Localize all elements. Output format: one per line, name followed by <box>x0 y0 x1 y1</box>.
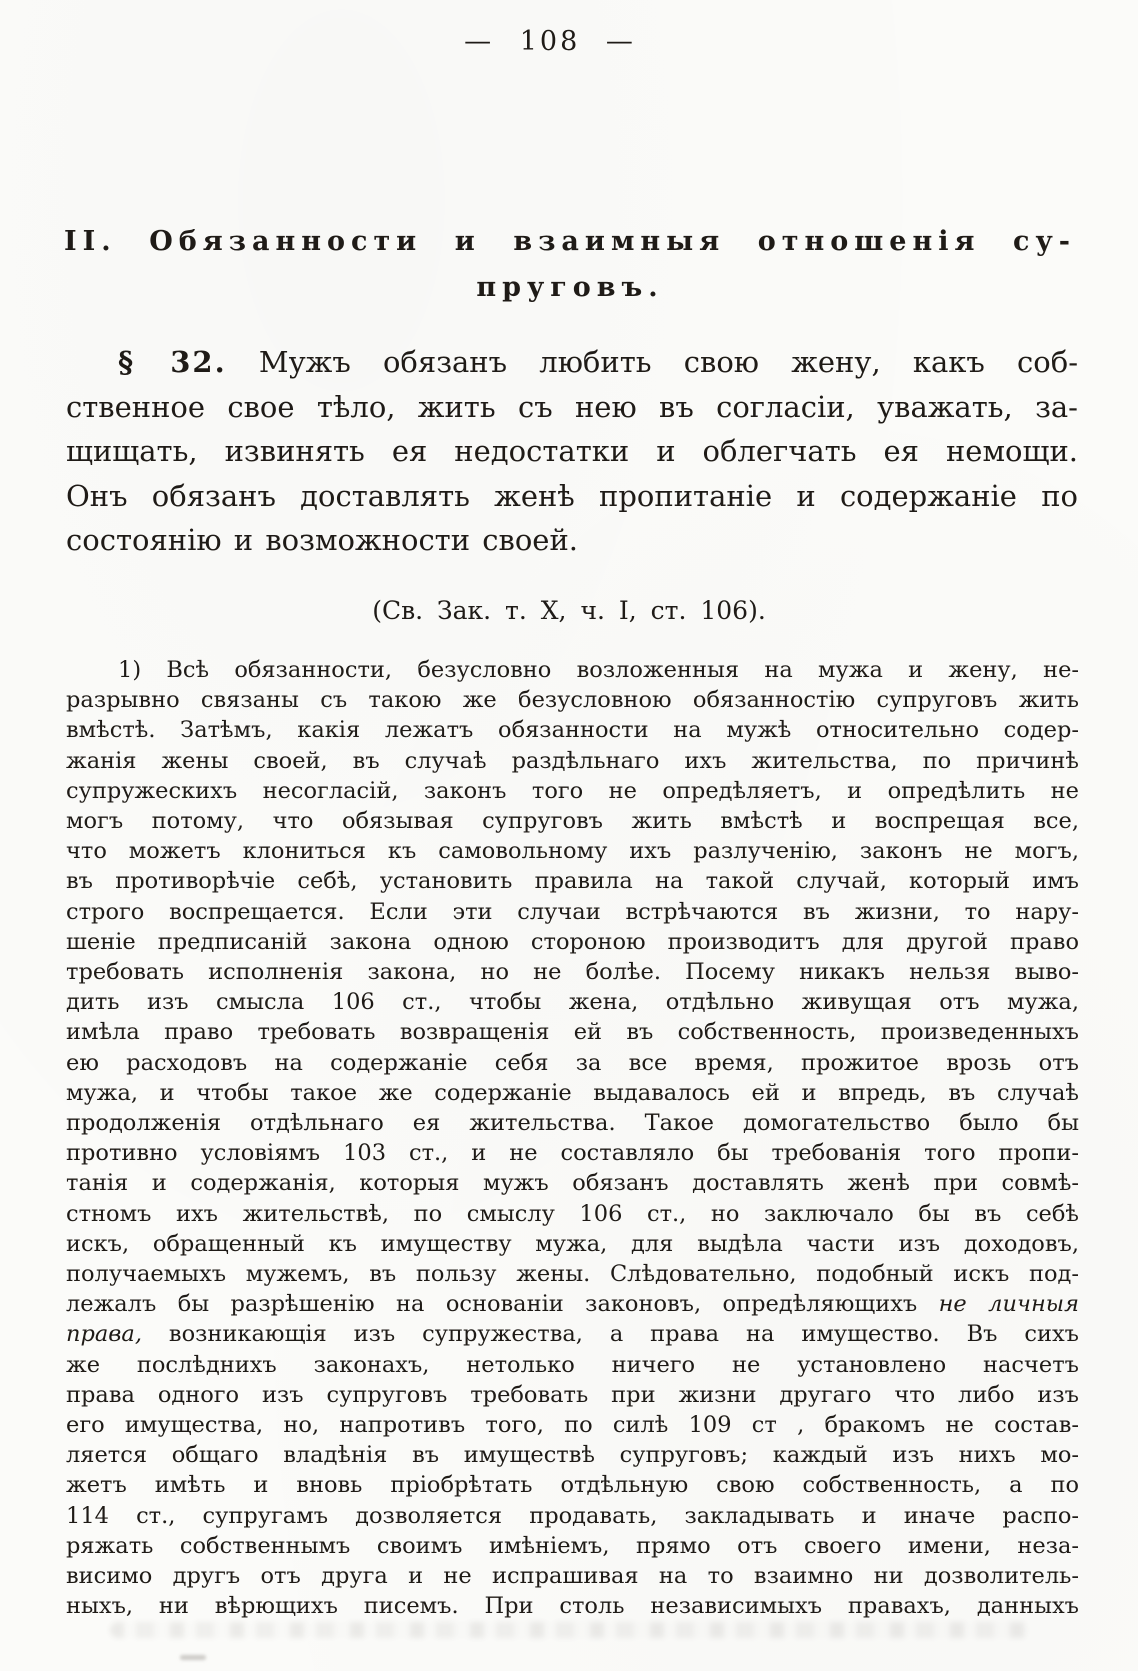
text-run: висимо другъ отъ друга и не испрашивая на то взаимно ни дозволитель- <box>66 1563 1079 1590</box>
commentary-paragraph <box>66 655 1079 1622</box>
text-line <box>66 746 1079 776</box>
text-run: ныхъ, ни вѣрющихъ писемъ. При столь независимыхъ правахъ, данныхъ <box>66 1593 1079 1620</box>
text-run: Мужъ обязанъ любить свою жену, какъ соб- <box>226 345 1079 379</box>
text-line <box>66 474 1078 519</box>
text-run: лежалъ бы разрѣшенію на основаніи законовъ, опредѣляющихъ <box>66 1291 939 1318</box>
text-line <box>66 518 1078 563</box>
text-run: состоянію и возможности своей. <box>66 523 579 557</box>
text-run: имѣла право требовать возвращенія ей въ собственность, произведенныхъ <box>66 1019 1079 1046</box>
text-line <box>66 340 1078 385</box>
text-run: получаемыхъ мужемъ, въ пользу жены. Слѣдовательно, подобный искъ под- <box>66 1261 1079 1288</box>
text-run: щищать, извинять ея недостатки и облегчать ея немощи. <box>66 434 1078 468</box>
text-line <box>66 836 1079 866</box>
text-line <box>66 776 1079 806</box>
text-line <box>66 1078 1079 1108</box>
italic-text-run: не личныя <box>938 1291 1079 1318</box>
text-line <box>66 1561 1079 1591</box>
text-line <box>66 1380 1079 1410</box>
text-run: ряжать собственнымъ своимъ имѣніемъ, прямо отъ своего имени, неза- <box>66 1532 1079 1559</box>
text-line <box>66 957 1079 987</box>
text-run: могъ потому, что обязывая супруговъ жить вмѣстѣ и воспрещая все, <box>66 808 1079 835</box>
page-number: — 108 — <box>464 26 636 57</box>
text-line <box>66 866 1079 896</box>
text-run: стномъ ихъ жительствѣ, по смыслу 106 ст., но заключало бы въ себѣ <box>66 1200 1079 1227</box>
text-run: 1) Всѣ обязанности, безусловно возложенныя на мужа и жену, не- <box>118 657 1079 683</box>
text-run: супружескихъ несогласій, законъ того не опредѣляетъ, и опредѣлить не <box>66 777 1079 804</box>
text-line <box>66 1199 1079 1229</box>
text-run: въ противорѣчіе себѣ, установить правила на такой случай, который имъ <box>66 868 1079 895</box>
text-run: его имущества, но, напротивъ того, по силѣ 109 ст , бракомъ не состав- <box>66 1412 1079 1439</box>
text-line <box>66 429 1078 474</box>
text-line <box>66 1229 1079 1259</box>
text-line <box>66 1289 1079 1319</box>
text-run: противно условіямъ 103 ст., и не составляло бы требованія того пропи- <box>66 1140 1079 1167</box>
text-run: шеніе предписаній закона одною стороною производитъ для другой право <box>66 928 1079 955</box>
text-line <box>66 1591 1079 1621</box>
text-run: возникающія изъ супружества, а права на имущество. Въ сихъ <box>141 1321 1079 1348</box>
text-line <box>66 897 1079 927</box>
text-run: жанія жены своей, въ случаѣ раздѣльнаго ихъ жительства, по причинѣ <box>66 747 1079 774</box>
text-run: же послѣднихъ законахъ, нетолько ничего не установлено насчетъ <box>66 1351 1079 1378</box>
text-run: права одного изъ супруговъ требовать при жизни другаго что либо изъ <box>66 1381 1079 1408</box>
text-run: вмѣстѣ. Затѣмъ, какія лежатъ обязанности на мужѣ относительно содер- <box>66 717 1079 744</box>
text-line <box>66 927 1079 957</box>
text-run: продолженія отдѣльнаго ея жительства. Такое домогательство было бы <box>66 1110 1079 1137</box>
text-line <box>66 1259 1079 1289</box>
text-line <box>66 1501 1079 1531</box>
text-line <box>66 1108 1079 1138</box>
text-run: Онъ обязанъ доставлять женѣ пропитаніе и содержаніе по <box>66 478 1078 513</box>
text-run: разрывно связаны съ такою же безусловною обязанностію супруговъ жить <box>66 687 1079 714</box>
text-line <box>66 1350 1079 1380</box>
text-run: что можетъ клониться къ самовольному ихъ разлученію, законъ не могъ, <box>66 838 1079 865</box>
text-run: ею расходовъ на содержаніе себя за все время, прожитое врозь отъ <box>66 1049 1079 1076</box>
section-heading <box>64 219 1076 311</box>
text-run: II. Обязанности и взаимныя отношенія су- <box>64 226 1076 257</box>
text-line <box>66 1319 1079 1349</box>
bleed-through-artifact <box>110 1622 1030 1638</box>
text-line <box>66 385 1078 430</box>
text-run: пруговъ. <box>476 272 664 303</box>
text-line <box>66 685 1079 715</box>
text-line <box>66 1138 1079 1168</box>
italic-text-run: права, <box>66 1321 142 1348</box>
text-run: 114 ст., супругамъ дозволяется продавать, закладывать и иначе распо- <box>66 1502 1079 1529</box>
text-run: ственное свое тѣло, жить съ нею въ согласіи, уважать, за- <box>66 389 1078 424</box>
text-run: мужа, и чтобы такое же содержаніе выдавалось ей и впредь, въ случаѣ <box>66 1079 1079 1106</box>
text-line <box>66 655 1079 685</box>
bold-text-run: § 32. <box>118 345 227 379</box>
text-run: жетъ имѣть и вновь пріобрѣтать отдѣльную свою собственность, а по <box>66 1472 1079 1499</box>
text-line <box>66 1470 1079 1500</box>
text-run: танія и содержанія, которыя мужъ обязанъ доставлять женѣ при совмѣ- <box>66 1170 1079 1197</box>
text-run: требовать исполненія закона, но не болѣе. Посему никакъ нельзя выво- <box>66 959 1079 986</box>
text-run: дить изъ смысла 106 ст., чтобы жена, отдѣльно живущая отъ мужа, <box>66 989 1079 1016</box>
scan-speck-artifact <box>180 1655 206 1660</box>
text-line <box>66 1410 1079 1440</box>
text-run: искъ, обращенный къ имуществу мужа, для выдѣла части изъ доходовъ, <box>66 1230 1079 1257</box>
text-run: строго воспрещается. Если эти случаи встрѣчаются въ жизни, то нару- <box>66 898 1079 925</box>
statute-paragraph <box>66 340 1078 563</box>
text-line <box>66 1048 1079 1078</box>
citation-line: (Св. Зак. т. X, ч. I, ст. 106). <box>372 596 766 625</box>
text-line <box>66 715 1079 745</box>
text-line <box>66 987 1079 1017</box>
text-line <box>66 1168 1079 1198</box>
text-line <box>66 806 1079 836</box>
text-line <box>64 219 1076 265</box>
text-line <box>64 265 1076 311</box>
text-line <box>66 1017 1079 1047</box>
text-line <box>66 1531 1079 1561</box>
text-line <box>66 1440 1079 1470</box>
text-run: ляется общаго владѣнія въ имуществѣ супруговъ; каждый изъ нихъ мо- <box>66 1442 1079 1469</box>
